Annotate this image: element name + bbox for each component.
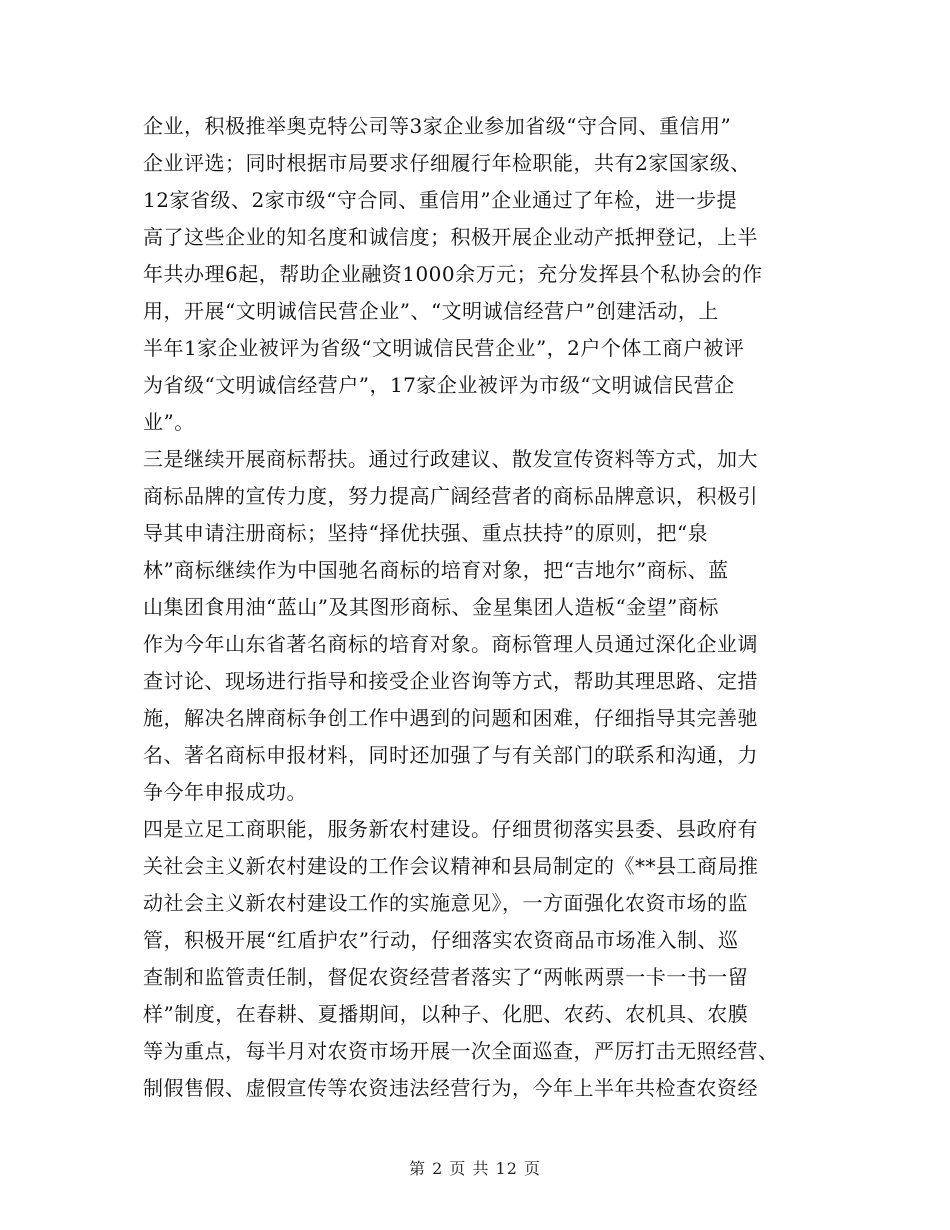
text-line: 12家省级、2家市级“守合同、重信用”企业通过了年检，进一步提 — [143, 188, 738, 212]
text-line: 四是立足工商职能，服务新农村建设。仔细贯彻落实县委、县政府有 — [143, 817, 758, 841]
text-line: 三是继续开展商标帮扶。通过行政建议、散发宣传资料等方式，加大 — [143, 447, 758, 471]
text-line: 管，积极开展“红盾护农”行动，仔细落实农资商品市场准入制、巡 — [143, 928, 739, 952]
text-line: 关社会主义新农村建设的工作会议精神和县局制定的《**县工商局推 — [143, 854, 759, 878]
text-line: 名、著名商标申报材料，同时还加强了与有关部门的联系和沟通，力 — [143, 743, 758, 767]
text-line: 争今年申报成功。 — [143, 780, 307, 804]
text-line: 查制和监管责任制，督促农资经营者落实了“两帐两票一卡一书一留 — [143, 965, 749, 989]
text-line: 林”商标继续作为中国驰名商标的培育对象，把“吉地尔”商标、蓝 — [143, 558, 729, 582]
document-body — [143, 108, 803, 1107]
text-line: 动社会主义新农村建设工作的实施意见》，一方面强化农资市场的监 — [143, 891, 748, 915]
text-line: 样”制度，在春耕、夏播期间，以种子、化肥、农药、农机具、农膜 — [143, 1002, 749, 1026]
text-line: 半年1家企业被评为省级“文明诚信民营企业”，2户个体工商户被评 — [143, 336, 745, 360]
text-line: 高了这些企业的知名度和诚信度；积极开展企业动产抵押登记，上半 — [143, 225, 758, 249]
text-line: 查讨论、现场进行指导和接受企业咨询等方式，帮助其理思路、定措 — [143, 669, 758, 693]
text-line: 为省级“文明诚信经营户”，17家企业被评为市级“文明诚信民营企 — [143, 373, 735, 397]
text-line: 作为今年山东省著名商标的培育对象。商标管理人员通过深化企业调 — [143, 632, 758, 656]
text-line: 等为重点，每半月对农资市场开展一次全面巡查，严厉打击无照经营、 — [143, 1039, 779, 1063]
text-line: 企业，积极推举奥克特公司等3家企业参加省级“守合同、重信用” — [143, 114, 732, 138]
page-number-footer: 第 2 页 共 12 页 — [409, 1159, 541, 1178]
text-line: 业”。 — [143, 410, 195, 434]
text-line: 用，开展“文明诚信民营企业”、“文明诚信经营户”创建活动，上 — [143, 299, 719, 323]
text-line: 施，解决名牌商标争创工作中遇到的问题和困难，仔细指导其完善驰 — [143, 706, 758, 730]
text-line: 导其申请注册商标；坚持“择优扶强、重点扶持”的原则，把“泉 — [143, 521, 709, 545]
text-line: 制假售假、虚假宣传等农资违法经营行为，今年上半年共检查农资经 — [143, 1076, 758, 1100]
text-line: 年共办理6起，帮助企业融资1000余万元；充分发挥县个私协会的作 — [143, 262, 763, 286]
text-line: 商标品牌的宣传力度，努力提高广阔经营者的商标品牌意识，积极引 — [143, 484, 758, 508]
text-line: 山集团食用油“蓝山”及其图形商标、金星集团人造板“金望”商标 — [143, 595, 719, 619]
text-line: 企业评选；同时根据市局要求仔细履行年检职能，共有2家国家级、 — [143, 151, 751, 175]
